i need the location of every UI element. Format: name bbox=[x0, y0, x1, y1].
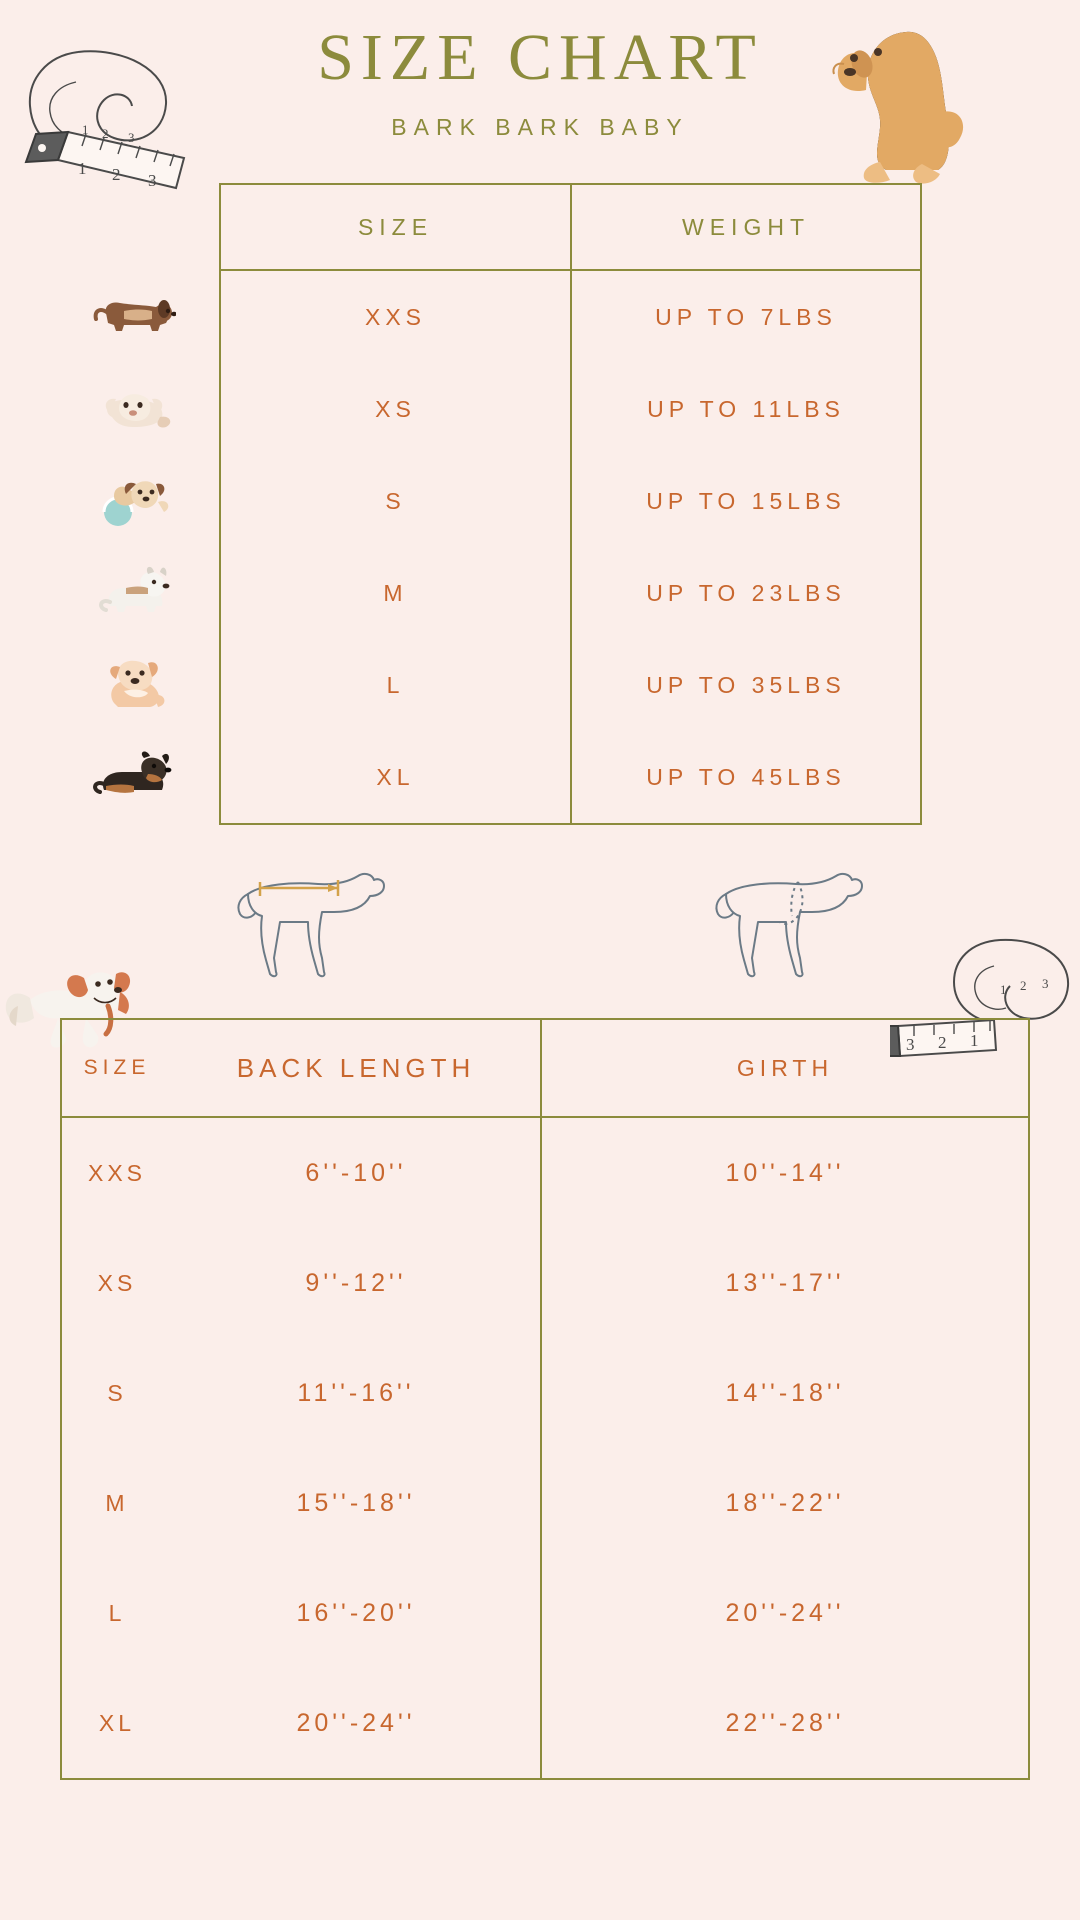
column-header-size: SIZE bbox=[83, 1056, 151, 1079]
svg-text:2: 2 bbox=[112, 165, 121, 184]
cell-weight: UP TO 7LBS bbox=[655, 303, 837, 330]
measurement-table bbox=[60, 1018, 1030, 1780]
cell-weight: UP TO 23LBS bbox=[646, 579, 846, 606]
cell-back-length: 16''-20'' bbox=[172, 1558, 542, 1668]
cell-back-length: 11''-16'' bbox=[172, 1338, 542, 1448]
brand-subtitle: BARK BARK BABY bbox=[391, 113, 689, 140]
puppy-with-ball-icon bbox=[78, 452, 188, 544]
svg-text:2: 2 bbox=[102, 126, 109, 141]
size-weight-table bbox=[219, 183, 922, 825]
table-row bbox=[62, 1558, 1028, 1668]
table-row bbox=[221, 271, 920, 363]
table-header-row bbox=[62, 1020, 1028, 1118]
table-row bbox=[221, 547, 920, 639]
cell-size: XXS bbox=[87, 1159, 147, 1186]
svg-text:1: 1 bbox=[1000, 982, 1007, 997]
cell-size: XL bbox=[98, 1709, 136, 1736]
cell-girth: 18''-22'' bbox=[725, 1488, 845, 1517]
dog-girth-diagram bbox=[700, 860, 880, 1000]
column-header-back-length: BACK LENGTH bbox=[172, 1020, 542, 1116]
svg-text:2: 2 bbox=[938, 1033, 947, 1052]
cell-size: S bbox=[221, 455, 572, 547]
cell-size: L bbox=[221, 639, 572, 731]
cell-weight: UP TO 35LBS bbox=[646, 671, 846, 698]
cell-size: XS bbox=[221, 363, 572, 455]
cell-size: XXS bbox=[221, 271, 572, 363]
table-row bbox=[62, 1668, 1028, 1778]
cell-back-length: 15''-18'' bbox=[172, 1448, 542, 1558]
cell-weight: UP TO 15LBS bbox=[646, 487, 846, 514]
cell-girth: 10''-14'' bbox=[725, 1158, 845, 1187]
cell-size: S bbox=[107, 1379, 127, 1406]
cell-girth: 22''-28'' bbox=[725, 1708, 845, 1737]
breed-icon-column bbox=[78, 268, 188, 820]
bulldog-icon bbox=[78, 636, 188, 728]
dachshund-icon bbox=[78, 268, 188, 360]
page-title: SIZE CHART bbox=[317, 21, 763, 94]
maltese-icon bbox=[78, 360, 188, 452]
cell-size: M bbox=[105, 1489, 129, 1516]
table-row bbox=[62, 1118, 1028, 1228]
cell-girth: 20''-24'' bbox=[725, 1598, 845, 1627]
cell-size: XS bbox=[97, 1269, 137, 1296]
svg-text:3: 3 bbox=[906, 1035, 915, 1054]
cell-girth: 14''-18'' bbox=[725, 1378, 845, 1407]
table-row bbox=[221, 639, 920, 731]
svg-text:3: 3 bbox=[1042, 976, 1049, 991]
table-row bbox=[221, 363, 920, 455]
svg-text:1: 1 bbox=[78, 159, 87, 178]
dog-back-length-diagram bbox=[222, 860, 402, 1000]
rottweiler-icon bbox=[78, 728, 188, 820]
table-row bbox=[62, 1228, 1028, 1338]
bull-terrier-icon bbox=[78, 544, 188, 636]
cell-weight: UP TO 11LBS bbox=[647, 395, 845, 422]
cell-back-length: 6''-10'' bbox=[172, 1118, 542, 1228]
cell-size: XL bbox=[221, 731, 572, 823]
table-row bbox=[62, 1448, 1028, 1558]
column-header-girth: GIRTH bbox=[736, 1054, 834, 1081]
table-row bbox=[221, 455, 920, 547]
svg-text:2: 2 bbox=[1020, 978, 1027, 993]
svg-text:1: 1 bbox=[82, 122, 89, 137]
cell-girth: 13''-17'' bbox=[725, 1268, 845, 1297]
column-header-size: SIZE bbox=[221, 185, 572, 269]
cell-size: M bbox=[221, 547, 572, 639]
cell-back-length: 20''-24'' bbox=[172, 1668, 542, 1778]
svg-text:3: 3 bbox=[128, 130, 135, 145]
table-row bbox=[62, 1338, 1028, 1448]
cell-weight: UP TO 45LBS bbox=[646, 763, 846, 790]
cell-size: L bbox=[108, 1599, 126, 1626]
svg-text:3: 3 bbox=[148, 171, 157, 190]
svg-text:1: 1 bbox=[970, 1031, 979, 1050]
column-header-weight: WEIGHT bbox=[682, 213, 810, 240]
cell-back-length: 9''-12'' bbox=[172, 1228, 542, 1338]
table-row bbox=[221, 731, 920, 823]
table-header-row bbox=[221, 185, 920, 271]
page-header bbox=[0, 20, 1080, 141]
